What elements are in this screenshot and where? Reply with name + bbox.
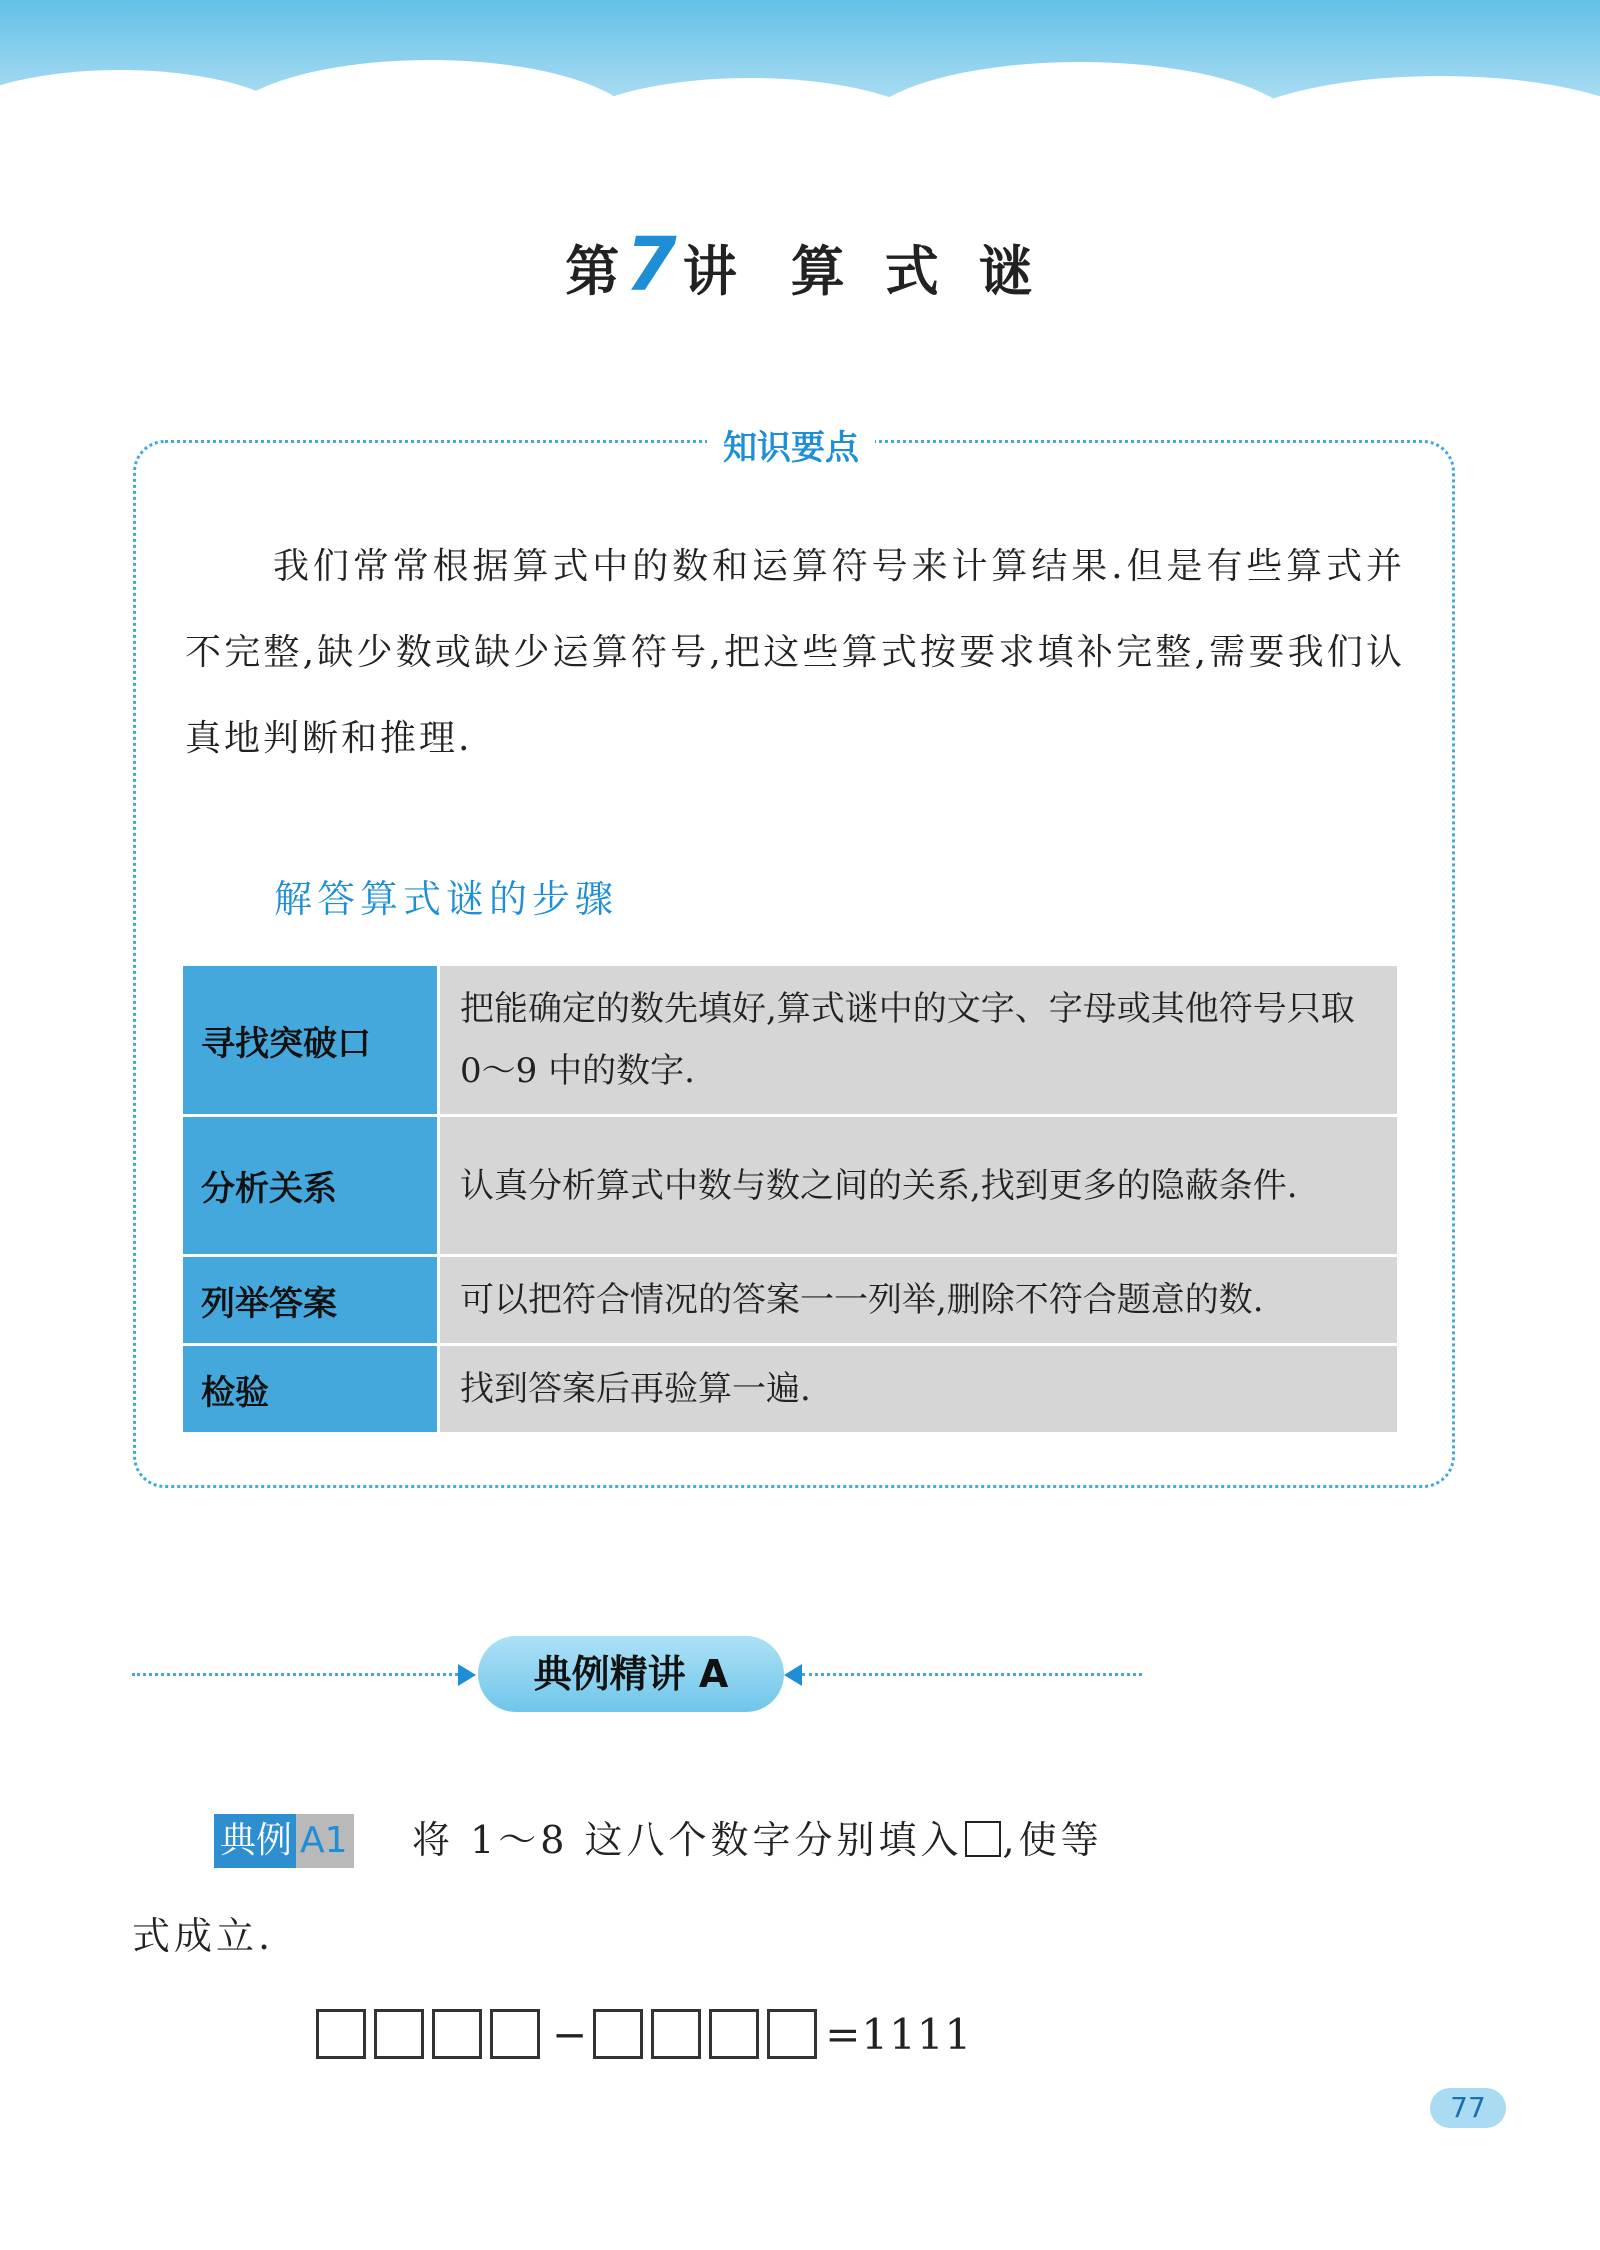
section-banner: 典例精讲 A: [478, 1636, 784, 1712]
step-description: 找到答案后再验算一遍.: [439, 1345, 1398, 1434]
blank-box-icon: [965, 1821, 1001, 1857]
answer-box[interactable]: [490, 2009, 540, 2059]
equation-result: =1111: [825, 2009, 973, 2059]
steps-table: [183, 966, 1397, 1435]
answer-box[interactable]: [709, 2009, 759, 2059]
table-row: [183, 1345, 1397, 1434]
question-text: ,使等: [1002, 1818, 1103, 1862]
table-row: [183, 966, 1397, 1116]
step-name: 分析关系: [183, 1116, 439, 1256]
step-description: 可以把符合情况的答案一一列举,删除不符合题意的数.: [439, 1256, 1398, 1345]
answer-box[interactable]: [316, 2009, 366, 2059]
step-name: 列举答案: [183, 1256, 439, 1345]
answer-box[interactable]: [767, 2009, 817, 2059]
divider-right: [802, 1673, 1142, 1676]
answer-box[interactable]: [593, 2009, 643, 2059]
knowledge-points-label: [0, 420, 1582, 469]
page-number: 77: [1430, 2088, 1506, 2128]
step-name: 检验: [183, 1345, 439, 1434]
title-char: 式: [884, 239, 941, 303]
step-description: 把能确定的数先填好,算式谜中的文字、字母或其他符号只取 0～9 中的数字.: [439, 966, 1398, 1116]
step-description: 认真分析算式中数与数之间的关系,找到更多的隐蔽条件.: [439, 1116, 1398, 1256]
title-char: 算: [790, 239, 847, 303]
lesson-number: 7: [625, 222, 679, 308]
answer-box[interactable]: [374, 2009, 424, 2059]
steps-title: 解答算式谜的步骤: [274, 877, 619, 921]
title-char: 谜: [978, 239, 1035, 303]
title-suffix: 讲: [682, 239, 739, 303]
divider-left: [132, 1673, 458, 1676]
table-row: [183, 1256, 1397, 1345]
table-row: [183, 1116, 1397, 1256]
arrow-left-icon: [784, 1664, 802, 1686]
title-prefix: 第: [565, 239, 622, 303]
answer-box[interactable]: [651, 2009, 701, 2059]
example-tag-label: 典例: [214, 1814, 296, 1868]
step-name: 寻找突破口: [183, 966, 439, 1116]
example-tag: [214, 1814, 354, 1868]
answer-box[interactable]: [432, 2009, 482, 2059]
arrow-right-icon: [458, 1664, 476, 1686]
minus-sign: −: [552, 2009, 588, 2059]
page-title: [0, 222, 1600, 308]
intro-paragraph: 我们常常根据算式中的数和运算符号来计算结果.但是有些算式并不完整,缺少数或缺少运算符号,把这些算式按要求填补完整,需要我们认真地判断和推理.: [185, 546, 1405, 759]
example-question-line2: 式成立.: [132, 1914, 275, 1958]
header-sky-banner: [0, 0, 1600, 180]
equation: [316, 2004, 972, 2064]
knowledge-points-heading: 知识要点: [707, 420, 875, 469]
question-text: 将 1～8 这八个数字分别填入: [412, 1818, 963, 1862]
example-question: [412, 1808, 1103, 1872]
example-tag-code: A1: [296, 1814, 354, 1868]
